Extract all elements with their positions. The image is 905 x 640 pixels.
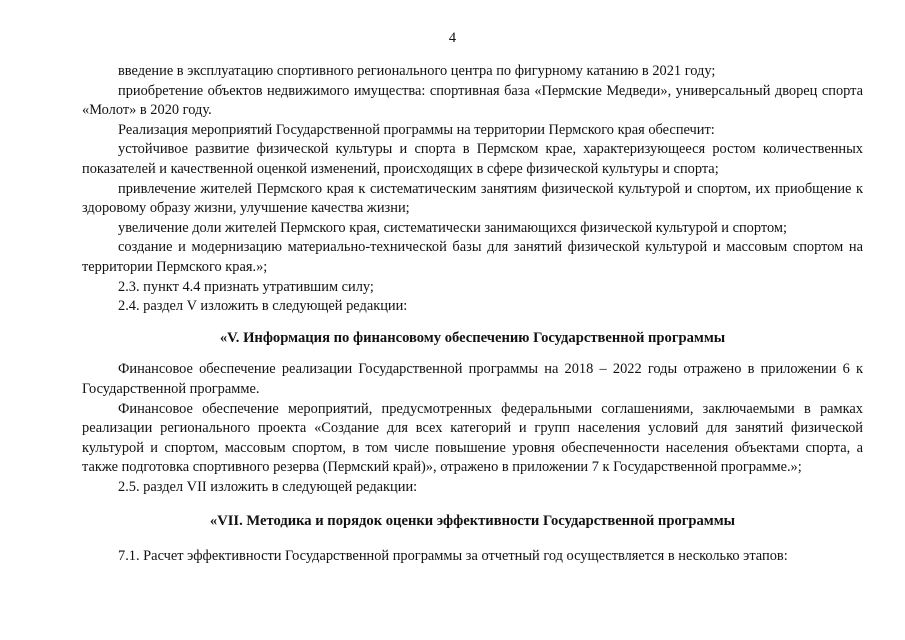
paragraph: 7.1. Расчет эффективности Государственной программы за отчетный год осуществляется в несколько этапов: [118,548,788,565]
paragraph: введение в эксплуатацию спортивного регионального центра по фигурному катанию в 2021 году; [118,63,716,79]
paragraph: 2.5. раздел VII изложить в следующей редакции: [118,478,418,495]
section-heading-vii: «VII. Методика и порядок оценки эффективности Государственной программы [209,513,736,530]
paragraph: устойчивое развитие физической культуры и спорта в Пермском крае, характеризующееся ростом количественных показателей и качественной оценкой изменений, происходящих в сфере физической культуры и спорта; [82,141,863,177]
paragraph: создание и модернизацию материально-технической базы для занятий физической культурой и массовым спортом на территории Пермского края.»; [82,239,863,275]
paragraph: привлечение жителей Пермского края к систематическим занятиям физической культурой и спортом, их приобщение к здоровому образу жизни, улучшение качества жизни; [82,180,863,217]
section-heading-v: «V. Информация по финансовому обеспечению Государственной программы [219,329,726,346]
paragraph: приобретение объектов недвижимого имущества: спортивная база «Пермские Медведи», универсальный дворец спорта «Молот» в 2020 году. [82,82,863,119]
document-body [82,62,863,567]
paragraph: Финансовое обеспечение реализации Государственной программы на 2018 – 2022 годы отражено в приложении 6 к Государственной программе. [82,361,863,397]
page-number: 4 [448,30,457,46]
paragraph: Реализация мероприятий Государственной программы на территории Пермского края обеспечит: [118,121,715,138]
paragraph: Финансовое обеспечение мероприятий, предусмотренных федеральными соглашениями, заключаемыми в рамках реализации регионального проекта «Создание для всех категорий и групп населения условий для занятий физической культурой и спортом, массовым спортом, в том числе повышение уровня обеспеченности населения объектами спорта, а также подготовка спортивного резерва (Пермский край)», отражено в приложении 7 к Государственной программе.»; [82,400,863,476]
paragraph: 2.3. пункт 4.4 признать утратившим силу; [118,278,374,295]
paragraph: 2.4. раздел V изложить в следующей редакции: [118,298,408,315]
paragraph: увеличение доли жителей Пермского края, систематически занимающихся физической культурой и спортом; [118,219,788,236]
